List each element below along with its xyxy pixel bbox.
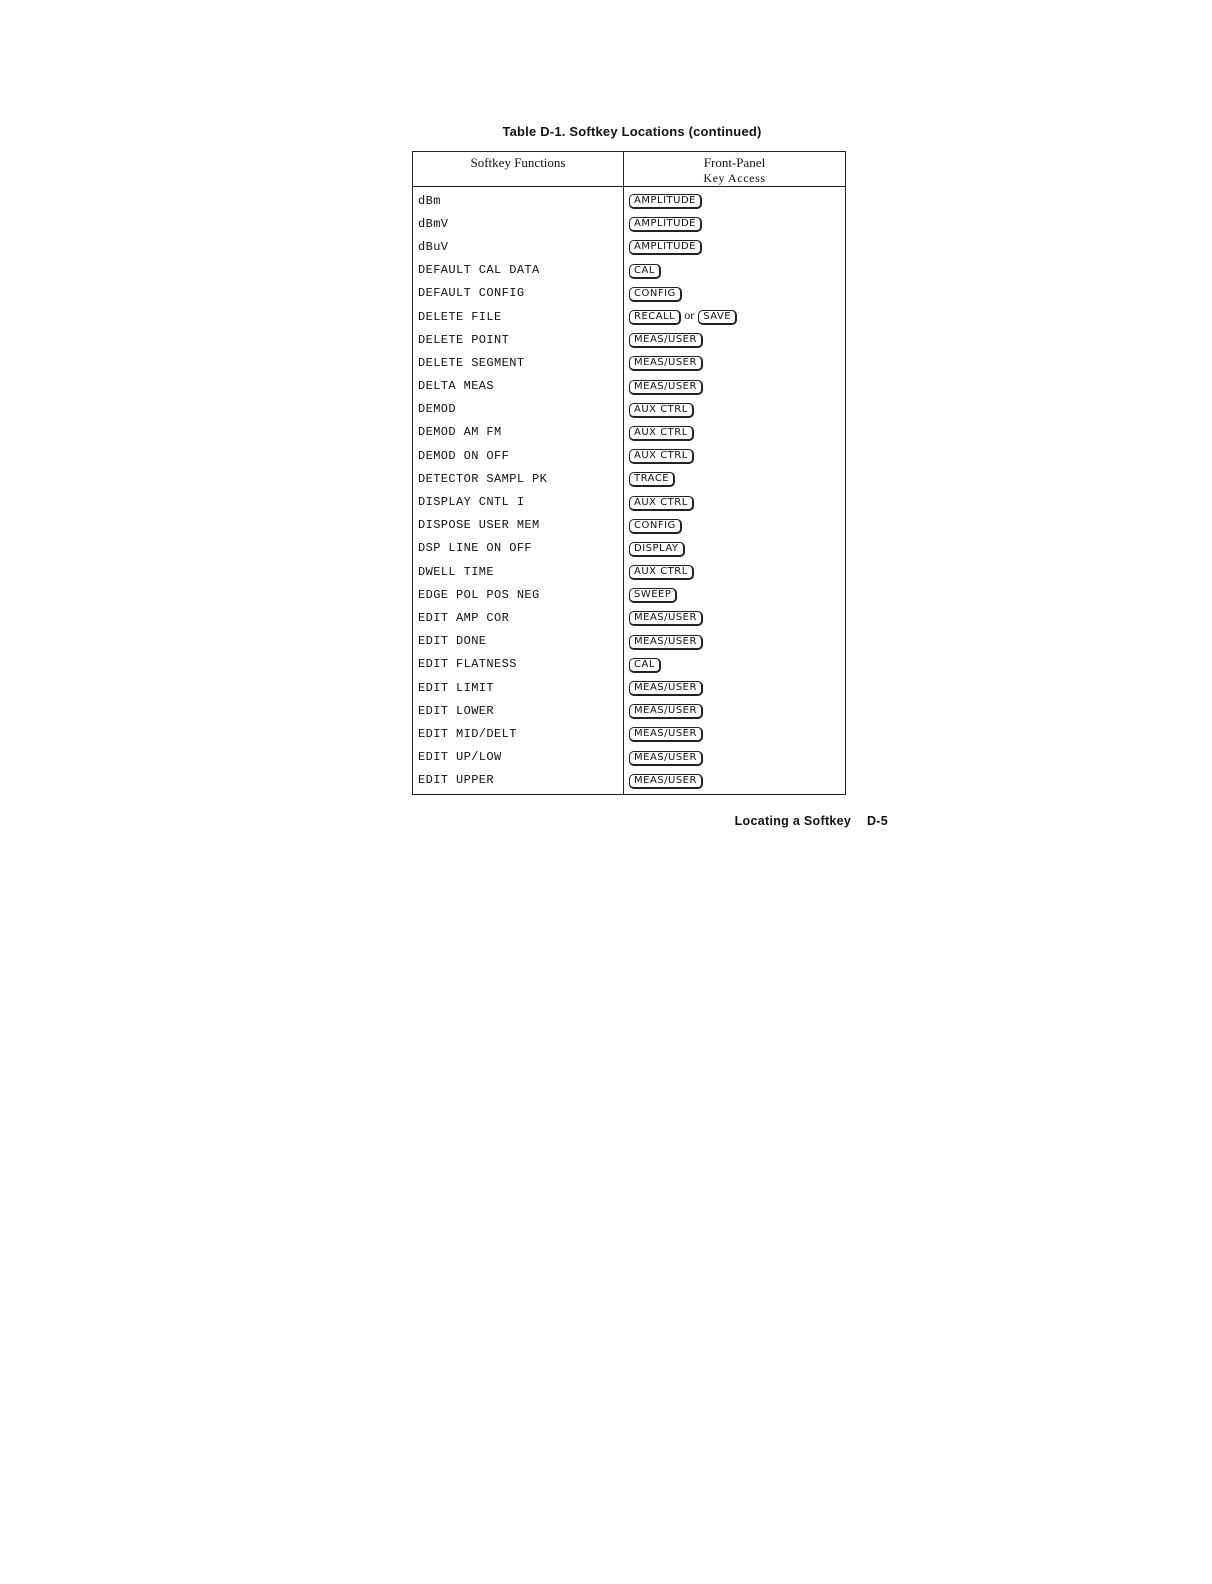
header-front-panel: Front-Panel [703,155,766,170]
footer-page-number: D-5 [866,814,888,828]
table-row [413,606,846,629]
front-panel-key-access [624,722,846,745]
table-row [413,653,846,676]
table-row [413,676,846,699]
softkey-function: dBmV [413,212,624,235]
table-row [413,746,846,769]
softkey-function: EDIT MID/DELT [413,722,624,745]
table-row [413,351,846,374]
table-row [413,282,846,305]
front-panel-key-access [624,746,846,769]
front-panel-key-label: AUX CTRL [629,496,694,511]
table-row [413,444,846,467]
or-separator: or [684,308,695,323]
softkey-function: EDIT DONE [413,630,624,653]
softkey-function: EDIT AMP COR [413,606,624,629]
softkey-function: DELETE SEGMENT [413,351,624,374]
table-row [413,328,846,351]
front-panel-key-access [624,560,846,583]
front-panel-key-access [624,212,846,235]
softkey-function: DISPLAY CNTL I [413,490,624,513]
softkey-function: DWELL TIME [413,560,624,583]
front-panel-key-access [624,490,846,513]
header-front-panel-key-access [624,152,846,187]
front-panel-key-label: CONFIG [629,519,682,534]
table-row [413,537,846,560]
softkey-function: dBuV [413,235,624,258]
front-panel-key-access [624,769,846,795]
front-panel-key-label: MEAS/USER [629,635,703,650]
header-key-access: Key Access [703,171,766,185]
footer-section-title: Locating a Softkey [734,814,852,828]
table-row [413,212,846,235]
front-panel-key-access [624,421,846,444]
front-panel-key-access [624,305,846,328]
front-panel-key-label: MEAS/USER [629,774,703,789]
softkey-function: EDIT LOWER [413,699,624,722]
softkey-function: DELETE POINT [413,328,624,351]
front-panel-key-label: AMPLITUDE [629,240,702,255]
table-row [413,375,846,398]
front-panel-key-label: MEAS/USER [629,380,703,395]
table-row [413,305,846,328]
table-row [413,421,846,444]
front-panel-key-access [624,606,846,629]
front-panel-key-access [624,375,846,398]
softkey-function: EDIT FLATNESS [413,653,624,676]
front-panel-key-access [624,282,846,305]
table-row [413,722,846,745]
softkey-function: dBm [413,187,624,213]
table-row [413,398,846,421]
front-panel-key-label: DISPLAY [629,542,685,557]
softkey-function: EDGE POL POS NEG [413,583,624,606]
front-panel-key-label: MEAS/USER [629,356,703,371]
softkey-function: DSP LINE ON OFF [413,537,624,560]
front-panel-key-access [624,676,846,699]
front-panel-key-access [624,398,846,421]
front-panel-key-access [624,187,846,213]
softkey-function: DEMOD ON OFF [413,444,624,467]
table-body [413,187,846,795]
front-panel-key-label: CAL [629,264,661,279]
softkey-function: DEMOD AM FM [413,421,624,444]
front-panel-key-access [624,259,846,282]
table-row [413,769,846,795]
front-panel-key-label: CAL [629,658,661,673]
softkey-function: EDIT UPPER [413,769,624,795]
front-panel-key-label: MEAS/USER [629,333,703,348]
table-header-row [413,152,846,187]
softkey-locations-table [412,151,846,795]
softkey-function: DETECTOR SAMPL PK [413,467,624,490]
front-panel-key-label: SAVE [698,310,737,325]
front-panel-key-label: MEAS/USER [629,704,703,719]
front-panel-key-access [624,235,846,258]
softkey-function: DEMOD [413,398,624,421]
softkey-function: EDIT UP/LOW [413,746,624,769]
front-panel-key-access [624,699,846,722]
front-panel-key-label: AUX CTRL [629,403,694,418]
table-row [413,630,846,653]
front-panel-key-access [624,630,846,653]
softkey-function: DELETE FILE [413,305,624,328]
softkey-function: DISPOSE USER MEM [413,514,624,537]
front-panel-key-access [624,583,846,606]
table-row [413,467,846,490]
header-softkey-functions: Softkey Functions [413,152,624,187]
front-panel-key-label: CONFIG [629,287,682,302]
softkey-function: DEFAULT CONFIG [413,282,624,305]
front-panel-key-label: RECALL [629,310,681,325]
front-panel-key-label: AUX CTRL [629,565,694,580]
front-panel-key-access [624,537,846,560]
page-footer [660,814,888,828]
table-row [413,259,846,282]
front-panel-key-label: MEAS/USER [629,727,703,742]
table-row [413,187,846,213]
front-panel-key-label: AMPLITUDE [629,217,702,232]
front-panel-key-access [624,351,846,374]
front-panel-key-label: AMPLITUDE [629,194,702,209]
table-row [413,235,846,258]
front-panel-key-label: MEAS/USER [629,681,703,696]
front-panel-key-access [624,444,846,467]
table-title: Table D-1. Softkey Locations (continued) [502,124,762,139]
front-panel-key-label: MEAS/USER [629,611,703,626]
front-panel-key-label: SWEEP [629,588,677,603]
table-row [413,699,846,722]
softkey-function: DELTA MEAS [413,375,624,398]
table-row [413,583,846,606]
front-panel-key-label: TRACE [629,472,675,487]
softkey-function: EDIT LIMIT [413,676,624,699]
softkey-function: DEFAULT CAL DATA [413,259,624,282]
front-panel-key-label: AUX CTRL [629,449,694,464]
front-panel-key-access [624,653,846,676]
table-row [413,490,846,513]
front-panel-key-label: AUX CTRL [629,426,694,441]
table-row [413,514,846,537]
front-panel-key-label: MEAS/USER [629,751,703,766]
table-row [413,560,846,583]
front-panel-key-access [624,514,846,537]
front-panel-key-access [624,467,846,490]
front-panel-key-access [624,328,846,351]
